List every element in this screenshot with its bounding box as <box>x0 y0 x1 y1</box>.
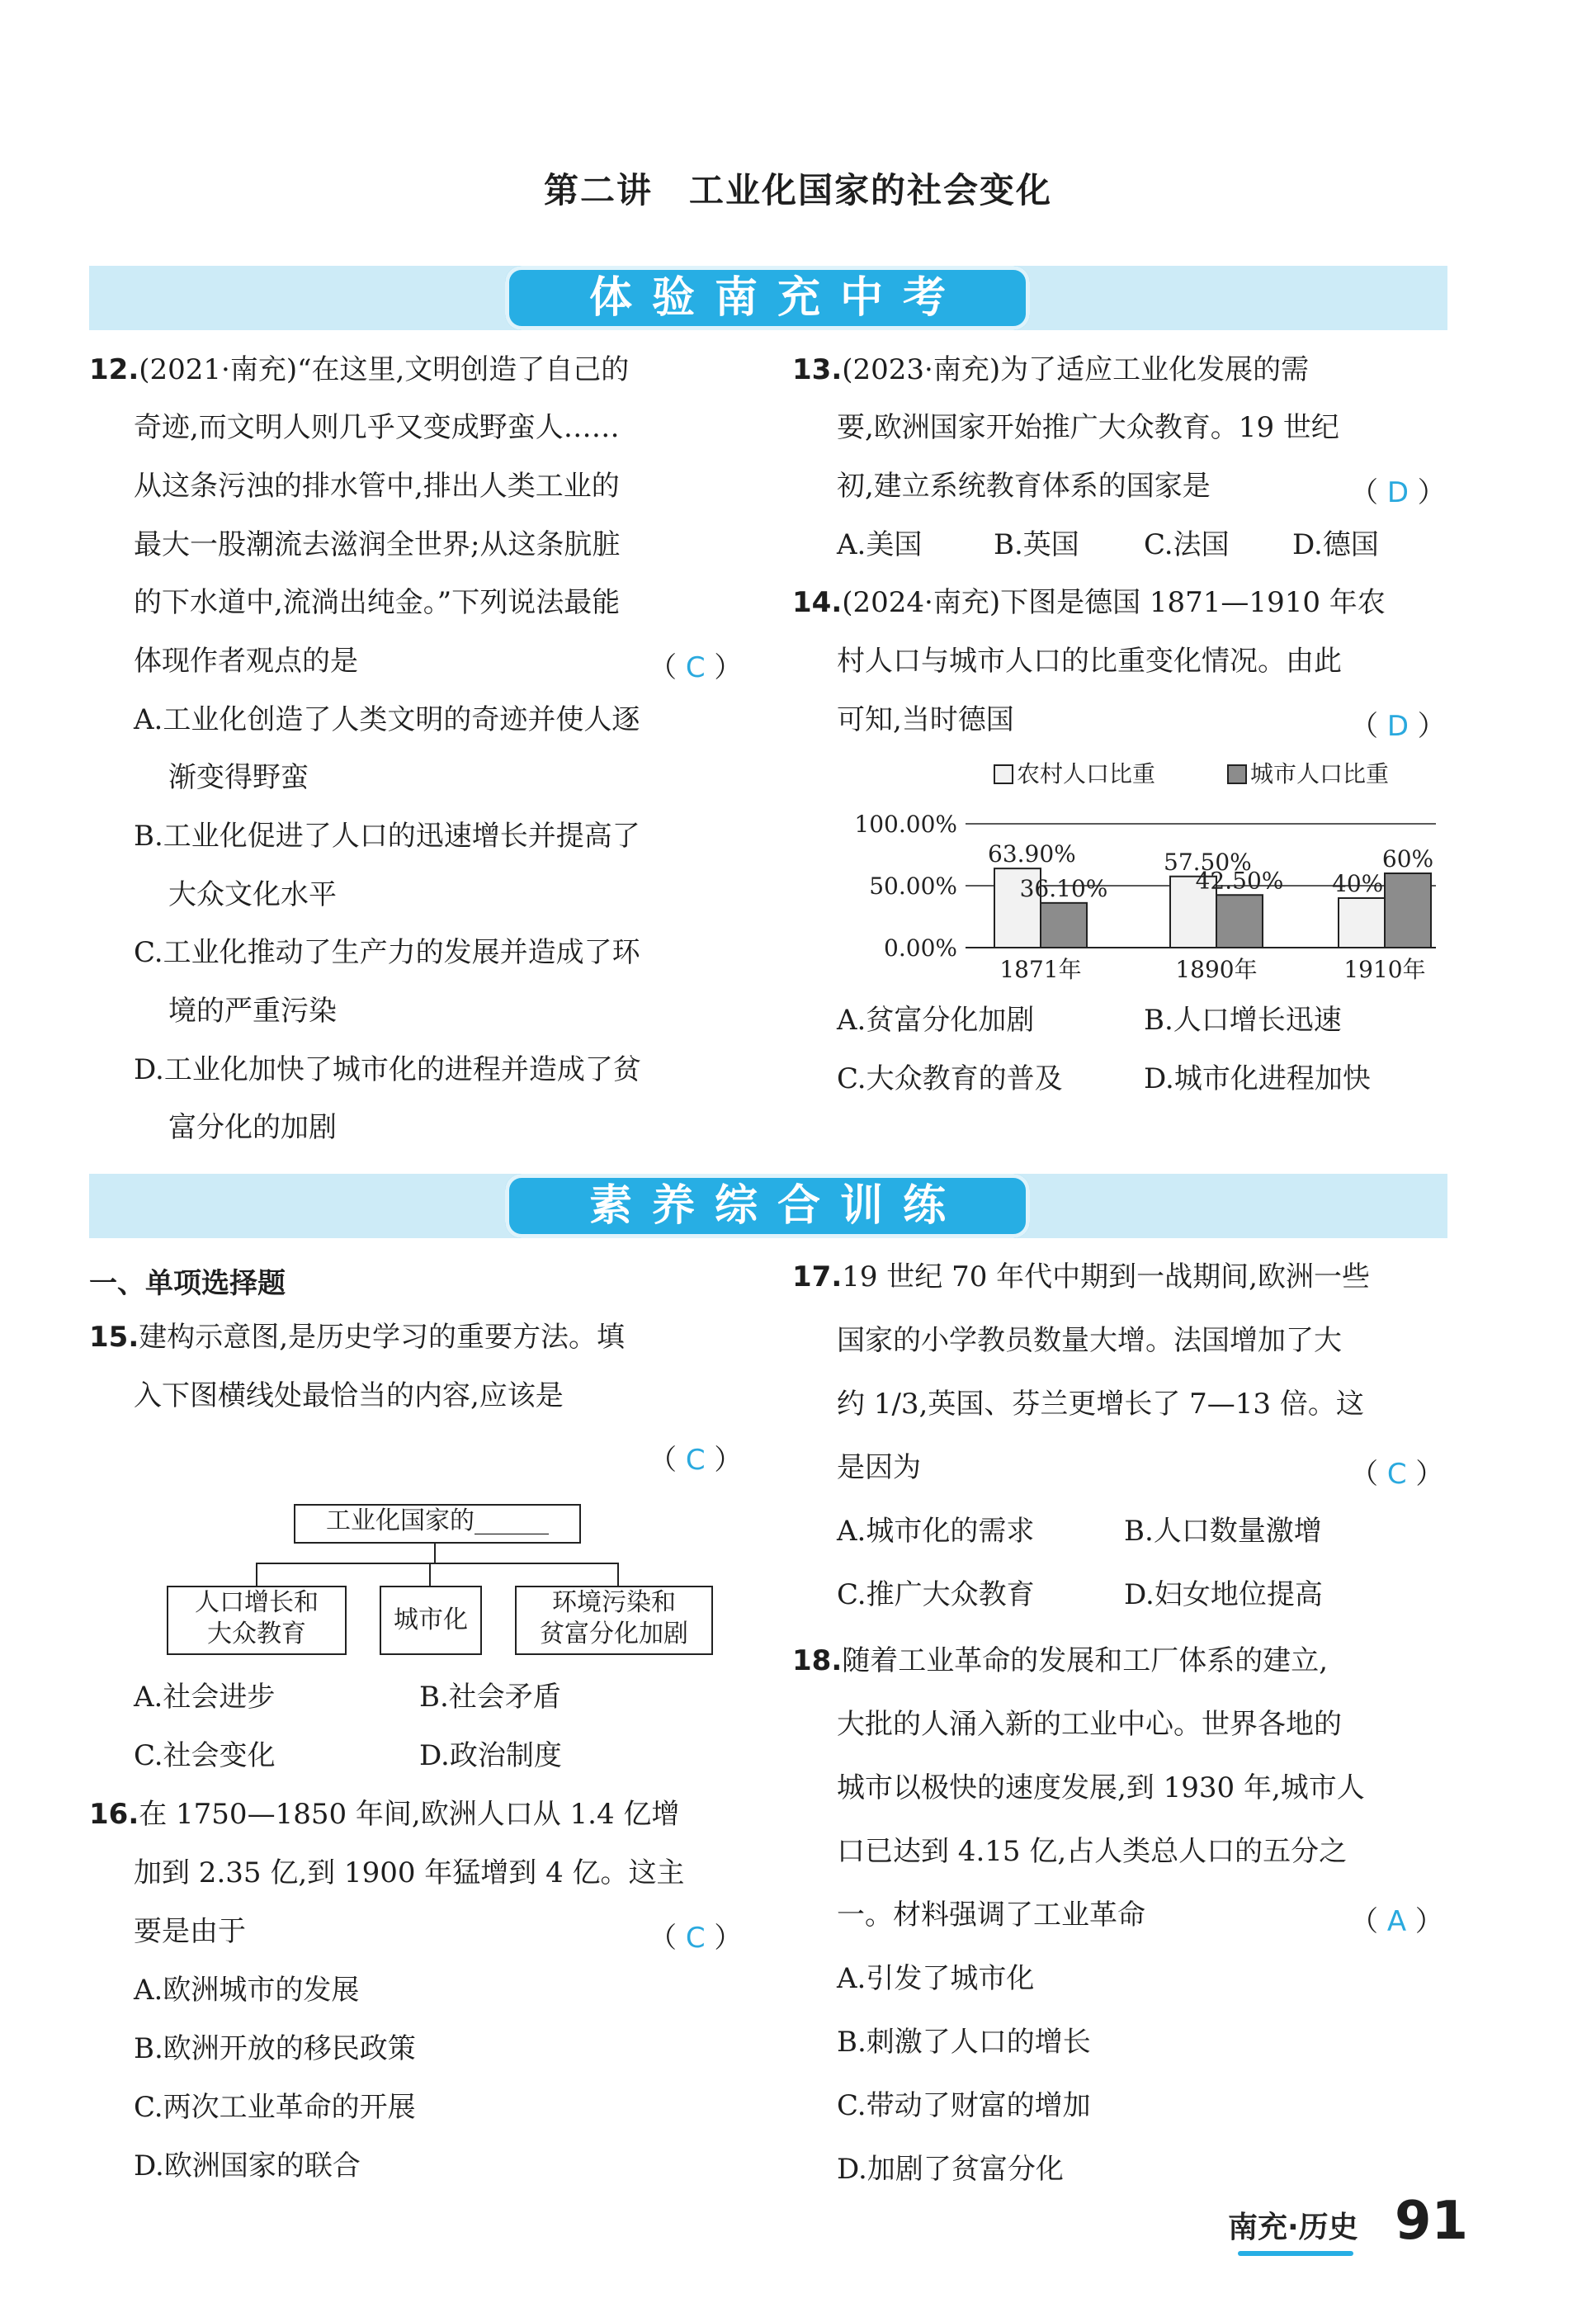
diagram-connector <box>256 1563 257 1586</box>
legend-swatch-urban <box>1228 765 1246 783</box>
option-c-cont: 境的严重污染 <box>168 995 337 1028</box>
option-d: D.加剧了贫富分化 <box>837 2153 1064 2186</box>
question-text: 奇迹,而文明人则几乎又变成野蛮人…… <box>134 411 620 444</box>
population-chart <box>833 747 1461 995</box>
x-tick-label: 1910年 <box>1343 956 1426 983</box>
question-number: 16.在 1750—1850 年间,欧洲人口从 1.4 亿增 <box>89 1798 680 1831</box>
option-c: C.两次工业革命的开展 <box>134 2091 416 2124</box>
answer-letter: D <box>1386 710 1409 743</box>
question-number: 13.(2023·南充)为了适应工业化发展的需 <box>792 353 1310 386</box>
option-a: A.引发了城市化 <box>837 1962 1035 1995</box>
option-a: A.城市化的需求 <box>837 1515 1035 1548</box>
option-b: B.人口增长迅速 <box>1144 1004 1342 1037</box>
diagram-connector <box>434 1542 436 1563</box>
option-c: C.带动了财富的增加 <box>837 2089 1091 2122</box>
option-b: B.工业化促进了人口的迅速增长并提高了 <box>134 820 640 853</box>
option-c: C.工业化推动了生产力的发展并造成了环 <box>134 936 640 969</box>
answer-bracket: （ A ） <box>1350 1905 1443 1938</box>
data-label: 60% <box>1381 845 1434 872</box>
answer-letter: D <box>1386 476 1409 509</box>
option-a: A.贫富分化加剧 <box>837 1004 1035 1037</box>
x-tick-label: 1890年 <box>1175 956 1258 983</box>
answer-letter: C <box>685 1922 706 1955</box>
data-label: 57.50% <box>1164 848 1252 876</box>
question-text: 约 1/3,英国、芬兰更增长了 7—13 倍。这 <box>837 1388 1364 1421</box>
question-text: 国家的小学教员数量大增。法国增加了大 <box>837 1324 1342 1357</box>
option-c: C.社会变化 <box>134 1739 276 1772</box>
option-b-cont: 大众文化水平 <box>168 878 337 911</box>
y-tick-label: 0.00% <box>884 934 957 962</box>
question-text: 是因为 <box>837 1451 921 1484</box>
bar-urban-2 <box>1385 873 1431 948</box>
option-b: B.社会矛盾 <box>419 1681 561 1714</box>
option-d-cont: 富分化的加剧 <box>168 1111 337 1144</box>
question-text: 一。材料强调了工业革命 <box>837 1899 1145 1932</box>
diagram-box-text: 环境污染和 <box>552 1588 676 1617</box>
page-title: 第二讲 工业化国家的社会变化 <box>543 170 1052 210</box>
question-text: 加到 2.35 亿,到 1900 年猛增到 4 亿。这主 <box>134 1856 685 1889</box>
option-d: D.欧洲国家的联合 <box>134 2149 361 2182</box>
section-banner-title: 体验南充中考 <box>588 273 966 323</box>
answer-bracket: （ C ） <box>649 1922 743 1955</box>
data-label: 42.50% <box>1195 867 1284 895</box>
page-number: 91 <box>1395 2191 1469 2252</box>
option-c: C.法国 <box>1144 528 1230 561</box>
question-number: 15.建构示意图,是历史学习的重要方法。填 <box>89 1321 626 1354</box>
option-c: C.大众教育的普及 <box>837 1062 1063 1095</box>
question-number: 18.随着工业革命的发展和工厂体系的建立, <box>792 1644 1329 1677</box>
option-c: C.推广大众教育 <box>837 1578 1035 1611</box>
legend-label-urban: 城市人口比重 <box>1250 760 1390 787</box>
answer-bracket: （ D ） <box>1350 710 1446 743</box>
bar-urban-1 <box>1216 895 1263 948</box>
diagram-connector <box>617 1563 619 1586</box>
answer-bracket: （ C ） <box>649 1444 743 1477</box>
diagram-box-text: 人口增长和 <box>195 1588 319 1617</box>
question-number: 17.19 世纪 70 年代中期到一战期间,欧洲一些 <box>792 1260 1370 1293</box>
diagram-top-box: 工业化国家的______ <box>294 1504 581 1544</box>
question-text: 最大一股潮流去滋润全世界;从这条肮脏 <box>134 528 621 561</box>
section-heading: 一、单项选择题 <box>89 1267 286 1300</box>
diagram-box-text: 大众教育 <box>207 1620 306 1648</box>
option-b: B.欧洲开放的移民政策 <box>134 2032 416 2065</box>
question-text: 入下图横线处最恰当的内容,应该是 <box>134 1379 564 1412</box>
answer-bracket: （ C ） <box>649 651 743 684</box>
y-tick-label: 100.00% <box>854 811 957 838</box>
option-b: B.人口数量激增 <box>1124 1515 1322 1548</box>
option-d: D.城市化进程加快 <box>1144 1062 1371 1095</box>
diagram-box-right <box>515 1586 713 1655</box>
x-tick-label: 1871年 <box>999 956 1082 983</box>
option-a: A.美国 <box>837 528 923 561</box>
section-banner-title: 素养综合训练 <box>588 1181 966 1231</box>
answer-letter: C <box>685 1444 706 1477</box>
question-text: 要,欧洲国家开始推广大众教育。19 世纪 <box>837 411 1339 444</box>
option-b: B.英国 <box>994 528 1079 561</box>
diagram-connector <box>256 1563 619 1564</box>
question-text: 可知,当时德国 <box>837 703 1014 736</box>
option-b: B.刺激了人口的增长 <box>837 2026 1091 2059</box>
answer-letter: C <box>685 651 706 684</box>
data-label: 40% <box>1332 870 1384 897</box>
legend-swatch-rural <box>994 765 1013 783</box>
option-a: A.社会进步 <box>134 1681 276 1714</box>
question-number: 12.(2021·南充)“在这里,文明创造了自己的 <box>89 353 630 386</box>
answer-letter: A <box>1386 1905 1407 1938</box>
data-label: 36.10% <box>1019 874 1108 902</box>
question-text: 大批的人涌入新的工业中心。世界各地的 <box>837 1708 1342 1741</box>
option-d: D.政治制度 <box>419 1739 562 1772</box>
question-text: 要是由于 <box>134 1915 246 1948</box>
option-d: D.德国 <box>1292 528 1379 561</box>
question-text: 的下水道中,流淌出纯金。”下列说法最能 <box>134 586 621 619</box>
question-text: 口已达到 4.15 亿,占人类总人口的五分之 <box>837 1835 1348 1868</box>
data-label: 63.90% <box>988 840 1076 868</box>
bar-urban-0 <box>1041 903 1087 948</box>
question-text: 村人口与城市人口的比重变化情况。由此 <box>837 645 1342 678</box>
diagram-box-text: 贫富分化加剧 <box>540 1620 688 1648</box>
question-text: 城市以极快的速度发展,到 1930 年,城市人 <box>837 1771 1365 1804</box>
footer-accent-line <box>1238 2251 1353 2256</box>
diagram-box-left <box>167 1586 347 1655</box>
y-tick-label: 50.00% <box>869 872 957 900</box>
question-text: 体现作者观点的是 <box>134 645 358 678</box>
answer-bracket: （ D ） <box>1350 476 1446 509</box>
option-d: D.妇女地位提高 <box>1124 1578 1323 1611</box>
answer-letter: C <box>1386 1458 1407 1491</box>
option-a-cont: 渐变得野蛮 <box>168 761 309 794</box>
answer-bracket: （ C ） <box>1350 1458 1444 1491</box>
diagram-box-middle: 城市化 <box>380 1586 482 1655</box>
legend-label-rural: 农村人口比重 <box>1017 760 1156 787</box>
bar-rural-2 <box>1339 898 1385 948</box>
question-number: 14.(2024·南充)下图是德国 1871—1910 年农 <box>792 586 1386 619</box>
diagram-connector <box>429 1563 431 1586</box>
footer-label: 南充·历史 <box>1228 2211 1358 2244</box>
question-text: 从这条污浊的排水管中,排出人类工业的 <box>134 470 620 503</box>
option-a: A.欧洲城市的发展 <box>134 1974 360 2007</box>
option-d: D.工业化加快了城市化的进程并造成了贫 <box>134 1053 641 1086</box>
question-text: 初,建立系统教育体系的国家是 <box>837 470 1211 503</box>
option-a: A.工业化创造了人类文明的奇迹并使人逐 <box>134 703 640 736</box>
